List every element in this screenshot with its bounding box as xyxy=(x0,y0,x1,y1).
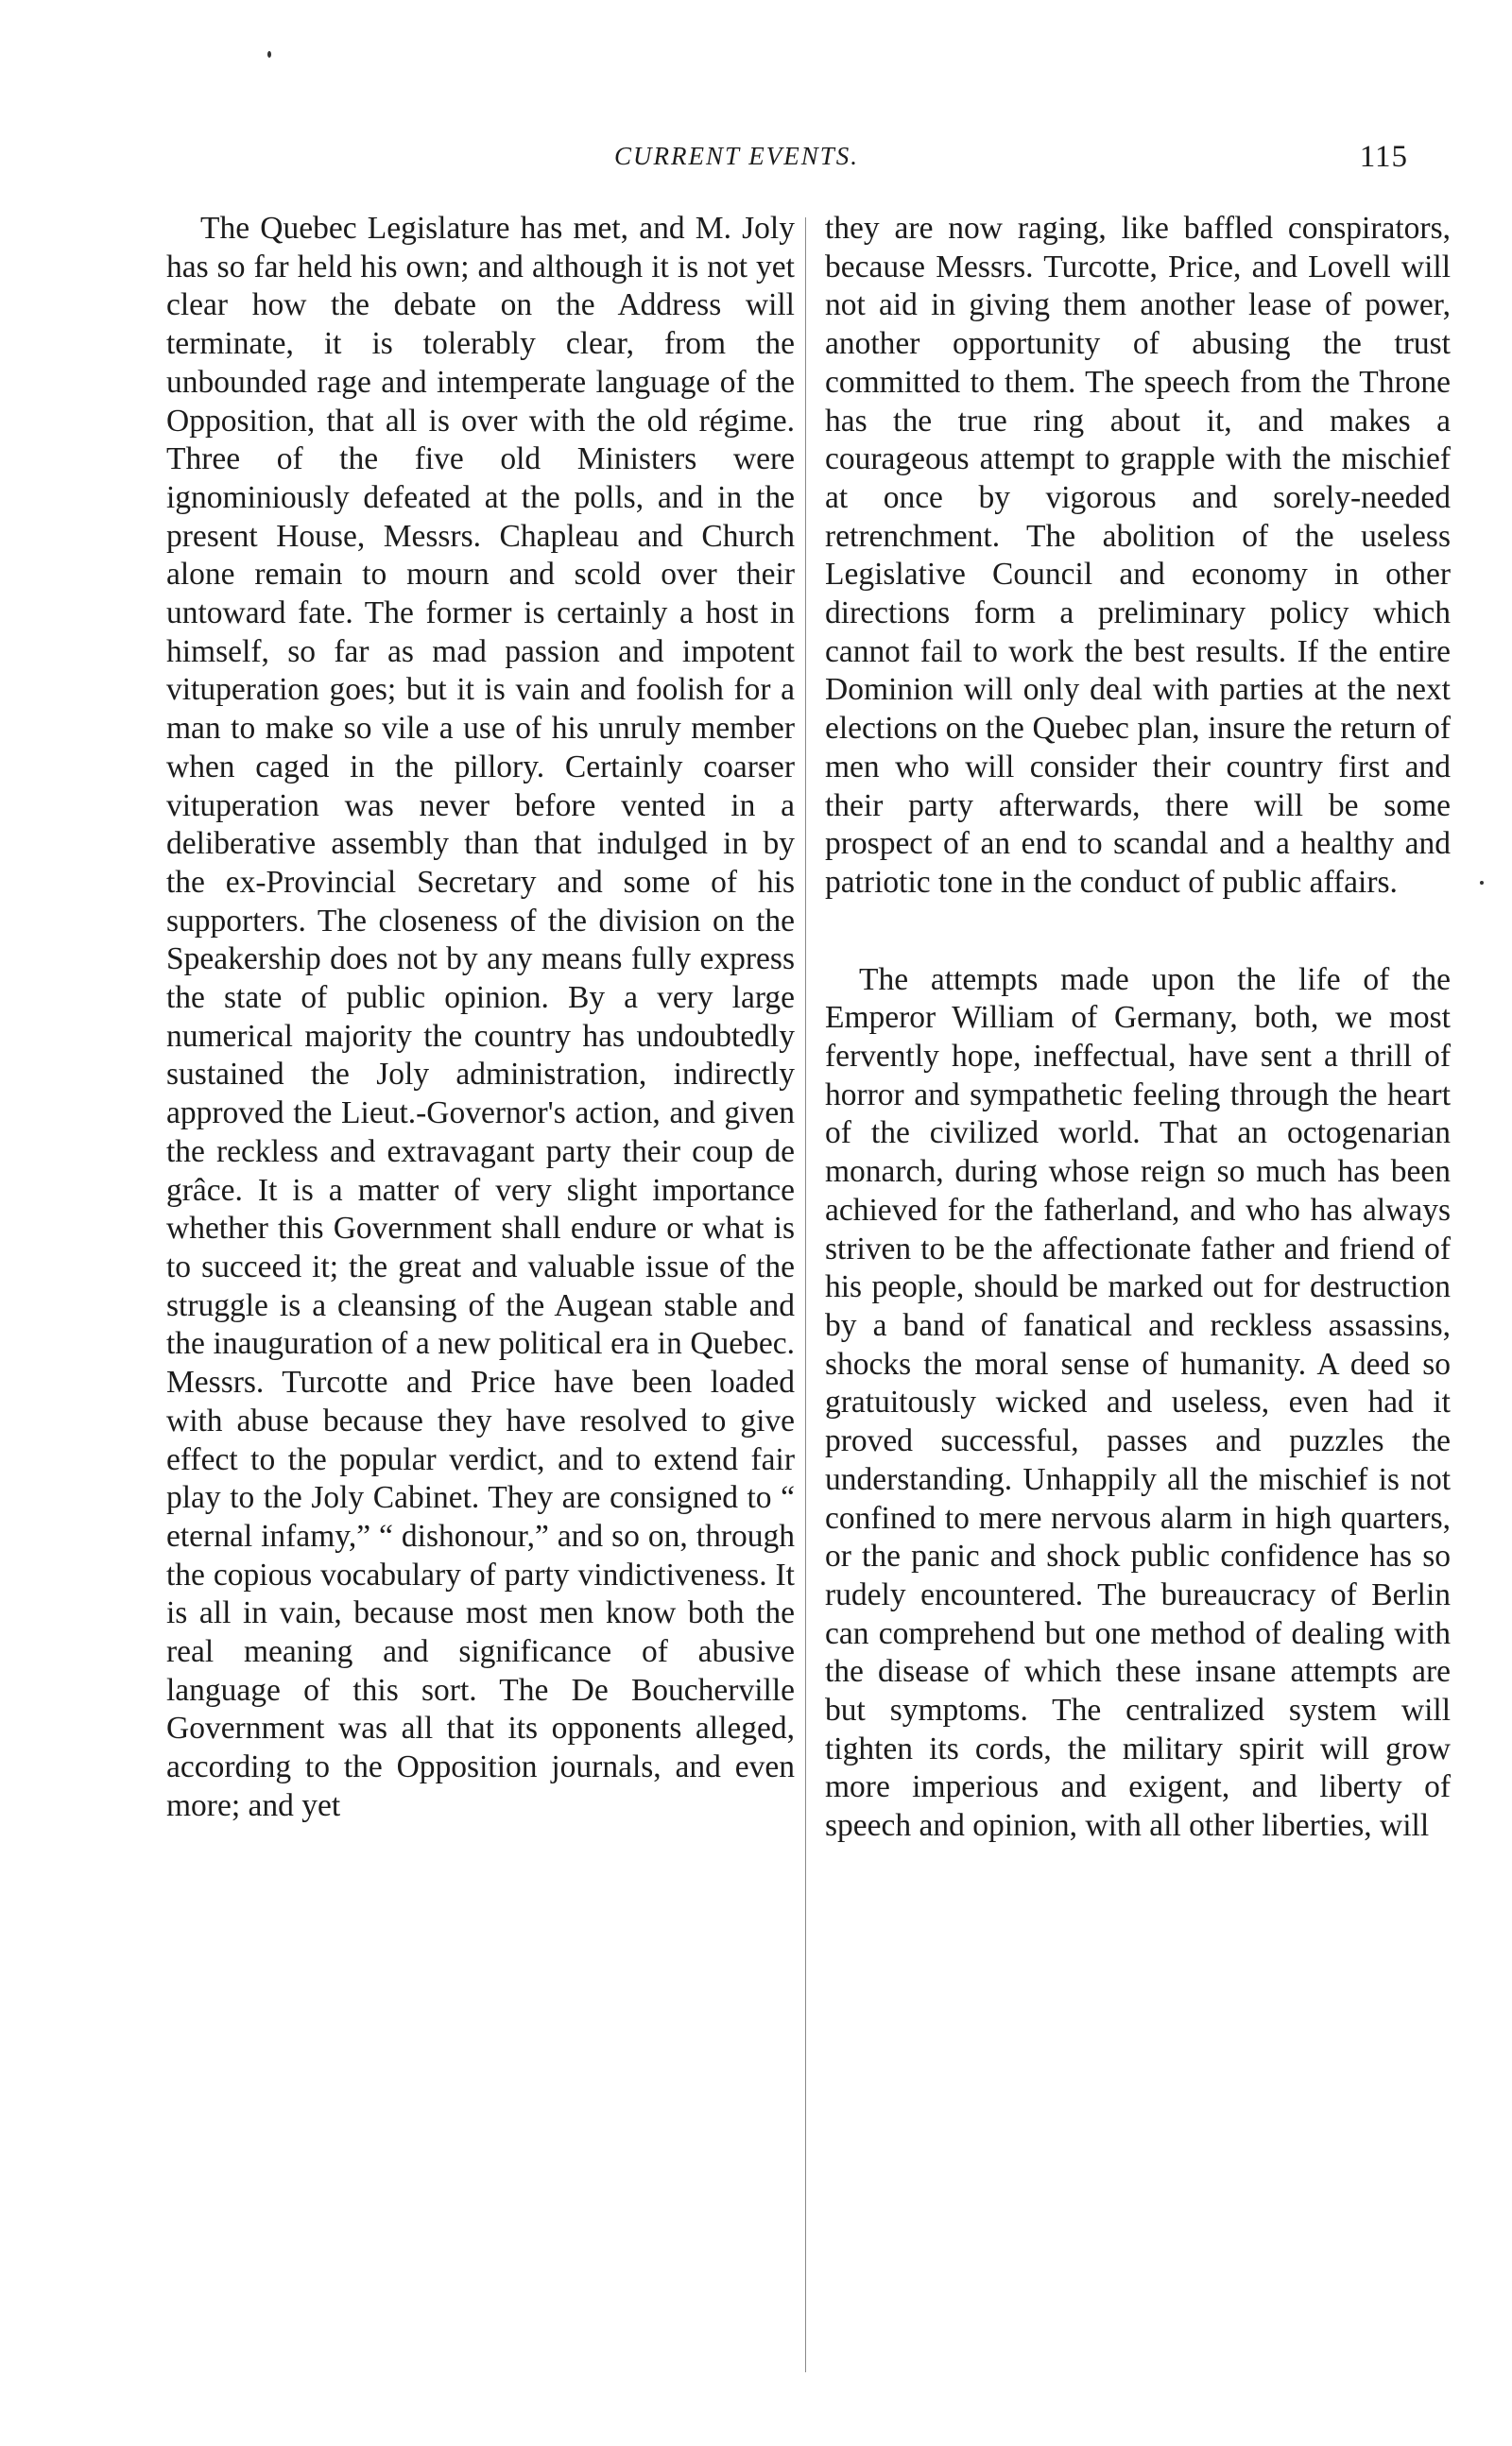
right-column xyxy=(825,210,1451,1846)
paragraph-emperor-william: The attempts made upon the life of the Emperor William of Germany, both, we most fervently hope, ineffectual, have sent a thrill of horror and sympathetic feeling through the heart of the civilized world. That an octogenarian monarch, during whose reign so much has been achieved for the fatherland, and who has always striven to be the affectionate father and friend of his people, should be marked out for destruction by a band of fanatical and reckless assassins, shocks the moral sense of humanity. A deed so gratuitously wicked and useless, even had it proved successful, passes and puzzles the understanding. Unhappily all the mischief is not confined to mere nervous alarm in high quarters, or the panic and shock public confidence has so rudely encountered. The bureaucracy of Berlin can comprehend but one method of dealing with the disease of which these insane attempts are but symptoms. The centralized system will tighten its cords, the military spirit will grow more imperious and exigent, and liberty of speech and opinion, with all other liberties, will xyxy=(825,961,1451,1844)
paragraph-continuation: they are now raging, like baffled conspirators, because Messrs. Turcotte, Price, and Lovell will not aid in giving them another lease of power, another opportunity of abusing the trust committed to them. The speech from the Throne has the true ring about it, and makes a courageous attempt to grapple with the mischief at once by vigorous and sorely-needed retrenchment. The abolition of the useless Legislative Council and economy in other directions form a preliminary policy which cannot fail to work the best results. If the entire Dominion will only deal with parties at the next elections on the Quebec plan, insure the return of men who will consider their country first and their party afterwards, there will be some prospect of an end to scandal and a healthy and patriotic tone in the conduct of public affairs. xyxy=(825,211,1451,900)
paragraph-gap xyxy=(825,903,1451,961)
running-header xyxy=(614,142,1408,180)
page-number: 115 xyxy=(1359,140,1408,174)
print-speck xyxy=(267,51,271,58)
running-title: CURRENT EVENTS. xyxy=(614,142,860,170)
print-speck xyxy=(1480,881,1484,885)
paragraph-quebec-legislature: The Quebec Legislature has met, and M. Joly has so far held his own; and although it is not yet clear how the debate on the Address will terminate, it is tolerably clear, from the unbounded rage and intemperate language of the Opposition, that all is over with the old régime. Three of the five old Ministers were ignominiously defeated at the polls, and in the present House, Messrs. Chapleau and Church alone remain to mourn and scold over their untoward fate. The former is certainly a host in himself, so far as mad passion and impotent vituperation goes; but it is vain and foolish for a man to make so vile a use of his unruly member when caged in the pillory. Certainly coarser vituperation was never before vented in a deliberative assembly than that indulged in by the ex-Provincial Secretary and some of his supporters. The closeness of the division on the Speakership does not by any means fully express the state of public opinion. By a very large numerical majority the country has undoubtedly sustained the Joly administration, indirectly approved the Lieut.-Governor's action, and given the reckless and extravagant party their coup de grâce. It is a matter of very slight importance whether this Government shall endure or what is to succeed it; the great and valuable issue of the struggle is a cleansing of the Augean stable and the inauguration of a new political era in Quebec. Messrs. Turcotte and Price have been loaded with abuse because they have resolved to give effect to the popular verdict, and to extend fair play to the Joly Cabinet. They are consigned to “ eternal infamy,” “ dishonour,” and so on, through the copious vocabulary of party vindictiveness. It is all in vain, because most men know both the real meaning and significance of abusive language of this sort. The De Boucherville Government was all that its opponents alleged, according to the Opposition journals, and even more; and yet xyxy=(166,211,795,1823)
column-divider xyxy=(805,217,806,2372)
left-column xyxy=(166,210,795,1826)
